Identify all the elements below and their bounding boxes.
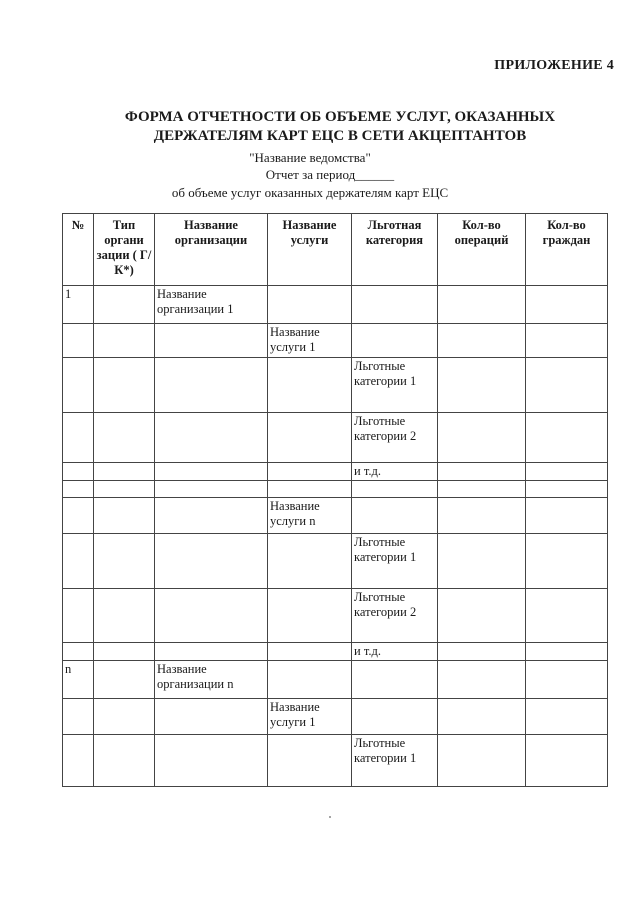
table-cell-citizens	[526, 286, 608, 324]
table-cell-org	[155, 324, 268, 358]
table-cell-category: Льготные категории 1	[352, 534, 438, 589]
table-cell-category	[352, 286, 438, 324]
form-title-line-1: ФОРМА ОТЧЕТНОСТИ ОБ ОБЪЕМЕ УСЛУГ, ОКАЗАННЫХ	[124, 109, 556, 125]
table-cell-num	[63, 481, 94, 498]
table-cell-ops	[438, 534, 526, 589]
table-cell-org: Название организации 1	[155, 286, 268, 324]
table-cell-ops	[438, 643, 526, 661]
col-header-type: Тип органи зации ( Г/К*)	[94, 214, 155, 286]
table-cell-service	[268, 358, 352, 413]
table-cell-num	[63, 498, 94, 534]
table-cell-citizens	[526, 643, 608, 661]
header-row	[63, 214, 608, 286]
appendix-label: ПРИЛОЖЕНИЕ 4	[494, 58, 614, 73]
table-cell-ops	[438, 358, 526, 413]
form-title	[0, 108, 640, 146]
table-cell-ops	[438, 699, 526, 735]
table-cell-num	[63, 358, 94, 413]
table-cell-service	[268, 589, 352, 643]
table-cell-ops	[438, 589, 526, 643]
table-cell-type	[94, 463, 155, 481]
table-cell-service	[268, 481, 352, 498]
col-header-citizens: Кол-во граждан	[526, 214, 608, 286]
table-cell-category: Льготные категории 1	[352, 735, 438, 787]
form-title-line-2: ДЕРЖАТЕЛЯМ КАРТ ЕЦС В СЕТИ АКЦЕПТАНТОВ	[153, 128, 527, 144]
table-cell-citizens	[526, 498, 608, 534]
table-cell-ops	[438, 463, 526, 481]
table-cell-category: Льготные категории 2	[352, 413, 438, 463]
table-cell-num	[63, 413, 94, 463]
table-cell-service: Название услуги n	[268, 498, 352, 534]
col-header-category: Льготная категория	[352, 214, 438, 286]
table-row	[63, 286, 608, 324]
table-cell-org	[155, 358, 268, 413]
table-cell-type	[94, 481, 155, 498]
table-cell-category: и т.д.	[352, 463, 438, 481]
table-cell-num: 1	[63, 286, 94, 324]
table-cell-service	[268, 735, 352, 787]
table-row	[63, 413, 608, 463]
table-cell-ops	[438, 481, 526, 498]
table-cell-org	[155, 589, 268, 643]
table-cell-category	[352, 661, 438, 699]
table-cell-num	[63, 534, 94, 589]
col-header-ops: Кол-во операций	[438, 214, 526, 286]
table-cell-type	[94, 699, 155, 735]
table-cell-category	[352, 324, 438, 358]
table-row	[63, 661, 608, 699]
table-cell-category: Льготные категории 1	[352, 358, 438, 413]
table-cell-org: Название организации n	[155, 661, 268, 699]
table-cell-citizens	[526, 589, 608, 643]
table-cell-num	[63, 463, 94, 481]
table-cell-ops	[438, 661, 526, 699]
table-cell-type	[94, 643, 155, 661]
table-cell-service: Название услуги 1	[268, 324, 352, 358]
table-cell-org	[155, 699, 268, 735]
table-cell-org	[155, 463, 268, 481]
table-cell-service: Название услуги 1	[268, 699, 352, 735]
table-row	[63, 324, 608, 358]
table-cell-type	[94, 324, 155, 358]
report-table	[62, 213, 608, 787]
table-cell-citizens	[526, 534, 608, 589]
table-cell-citizens	[526, 413, 608, 463]
table-cell-org	[155, 481, 268, 498]
table-cell-ops	[438, 324, 526, 358]
table-row	[63, 589, 608, 643]
table-cell-type	[94, 661, 155, 699]
table-cell-org	[155, 735, 268, 787]
table-row	[63, 481, 608, 498]
table-cell-service	[268, 286, 352, 324]
table-cell-citizens	[526, 481, 608, 498]
col-header-service: Название услуги	[268, 214, 352, 286]
table-cell-citizens	[526, 324, 608, 358]
col-header-org: Название организации	[155, 214, 268, 286]
table-cell-ops	[438, 735, 526, 787]
table-cell-type	[94, 534, 155, 589]
table-cell-type	[94, 358, 155, 413]
table-cell-category	[352, 699, 438, 735]
table-cell-service	[268, 661, 352, 699]
table-cell-service	[268, 463, 352, 481]
table-cell-category: и т.д.	[352, 643, 438, 661]
table-cell-type	[94, 286, 155, 324]
table-cell-num	[63, 324, 94, 358]
table-cell-category: Льготные категории 2	[352, 589, 438, 643]
table-cell-num	[63, 643, 94, 661]
table-cell-org	[155, 643, 268, 661]
table-cell-num: n	[63, 661, 94, 699]
table-cell-num	[63, 699, 94, 735]
table-cell-service	[268, 413, 352, 463]
report-description: об объеме услуг оказанных держателям карт ЕЦС	[171, 185, 449, 200]
table-cell-type	[94, 498, 155, 534]
table-cell-type	[94, 413, 155, 463]
table-cell-citizens	[526, 699, 608, 735]
table-cell-org	[155, 498, 268, 534]
table-cell-category	[352, 481, 438, 498]
table-cell-ops	[438, 413, 526, 463]
col-header-num: №	[63, 214, 94, 286]
table-cell-org	[155, 413, 268, 463]
table-row	[63, 699, 608, 735]
table-row	[63, 735, 608, 787]
table-cell-citizens	[526, 463, 608, 481]
table-cell-citizens	[526, 735, 608, 787]
table-cell-ops	[438, 286, 526, 324]
table-cell-num	[63, 735, 94, 787]
table-cell-type	[94, 589, 155, 643]
table-cell-type	[94, 735, 155, 787]
table-row	[63, 358, 608, 413]
agency-name: "Название ведомства"	[249, 150, 371, 165]
table-row	[63, 463, 608, 481]
table-row	[63, 643, 608, 661]
table-cell-category	[352, 498, 438, 534]
table-cell-service	[268, 534, 352, 589]
table-cell-ops	[438, 498, 526, 534]
scan-speck	[329, 816, 331, 818]
table-cell-service	[268, 643, 352, 661]
table-row	[63, 534, 608, 589]
table-cell-citizens	[526, 661, 608, 699]
table-row	[63, 498, 608, 534]
report-period: Отчет за период______	[265, 167, 395, 182]
table-cell-num	[63, 589, 94, 643]
table-cell-citizens	[526, 358, 608, 413]
table-cell-org	[155, 534, 268, 589]
